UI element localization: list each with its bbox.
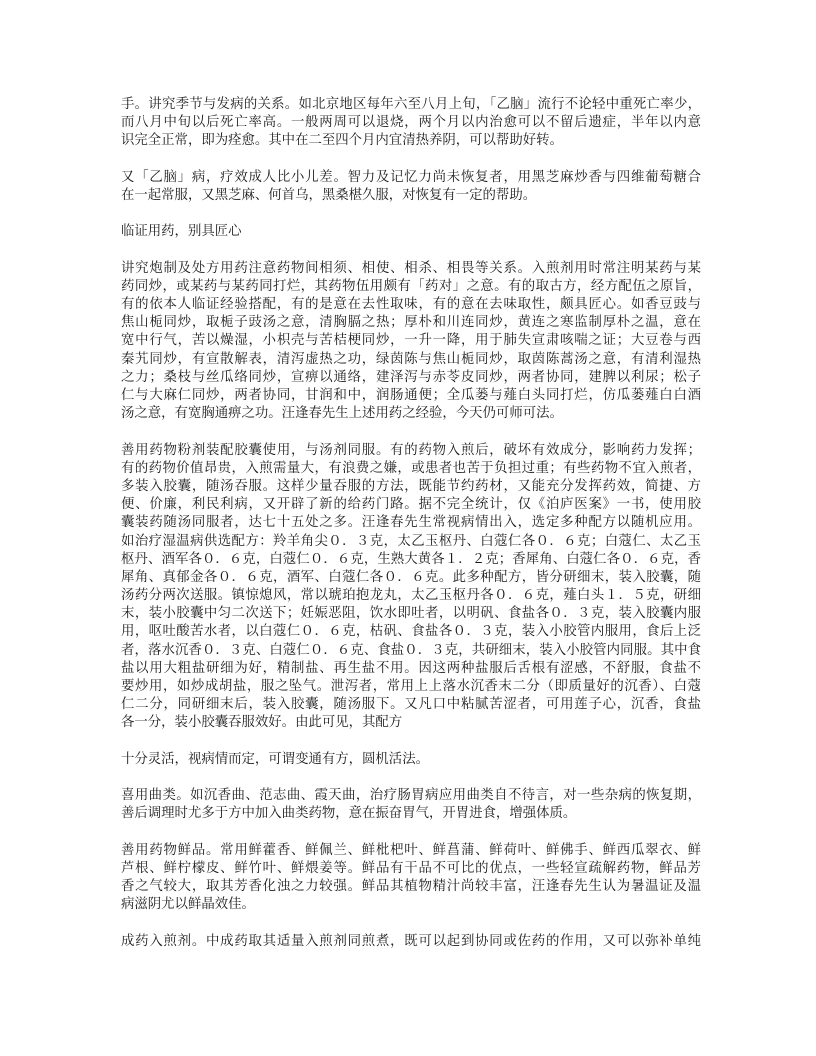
text-line: 有的药物价值昂贵，入煎需量大，有浪费之嫌，或患者也苦于负担过重；有些药物不宜入煎者， [121, 460, 701, 476]
text-line: 在一起常服，又黑芝麻、何首乌，黑桑椹久服，对恢复有一定的帮助。 [121, 187, 537, 203]
text-line: 便、价廉，利民利病，又开辟了新的给药门路。据不完全统计，仅《泊庐医案》一书，使用胶 [121, 497, 701, 513]
text-line: 临证用药，别具匠心 [121, 224, 242, 240]
paragraph [121, 442, 701, 733]
section-heading [121, 223, 701, 241]
text-line: 枢丹、酒军各０．６克，白蔻仁０．６克，生熟大黄各１．２克；香犀角、白蔻仁各０．６克，香 [121, 551, 701, 567]
text-line: 仁二分，同研细末后，装入胶囊，随汤服下。又凡口中粘腻苦涩者，可用莲子心，沉香，食盐 [121, 697, 701, 713]
text-line: 有的依本人临证经验搭配，有的是意在去性取味，有的意在去味取性，颇具匠心。如香豆豉与 [121, 297, 701, 313]
text-line: 用，呕吐酸苦水者，以白蔻仁０．６克，枯矾、食盐各０．３克，装入小胶管内服用，食后上泛 [121, 624, 701, 640]
text-line: 仁与大麻仁同炒，两者协同，甘润和中，润肠通便；全瓜蒌与薤白头同打烂，仿瓜蒌薤白白酒 [121, 388, 701, 403]
paragraph [121, 933, 701, 951]
text-line: 十分灵活，视病情而定，可谓变通有方，圆机活法。 [121, 751, 429, 767]
text-line: 盐以用大粗盐研细为好，精制盐、再生盐不用。因这两种盐服后舌根有涩感，不舒服，食盐不 [121, 660, 701, 676]
text-line: 要炒用，如炒成胡盐，服之坠气。泄泻者，常用上上落水沉香末二分（即质量好的沉香）、白蔻 [121, 679, 701, 694]
text-line: 善用药物鲜品。常用鲜藿香、鲜佩兰、鲜枇杷叶、鲜菖蒲、鲜荷叶、鲜佛手、鲜西瓜翠衣、鲜 [121, 842, 701, 858]
text-line: 讲究炮制及处方用药注意药物间相须、相使、相杀、相畏等关系。入煎剂用时常注明某药与某 [121, 260, 701, 276]
paragraph [121, 96, 701, 151]
document-page [121, 96, 701, 969]
text-line: 善后调理时尤多于方中加入曲类药物，意在振奋胃气，开胃进食，增强体质。 [121, 806, 577, 822]
text-line: 宽中行气，苦以燥湿，小枳壳与苦桔梗同炒，一升一降，用于肺失宣肃咳喘之证；大豆卷与西 [121, 333, 701, 349]
text-line: 病滋阴尤以鲜晶效佳。 [121, 897, 255, 913]
paragraph [121, 169, 701, 205]
text-line: 香之气较大，取其芳香化浊之力较强。鲜品其植物精汁尚较丰富，汪逢春先生认为暑温证及温 [121, 879, 701, 895]
text-line: 之力；桑枝与丝瓜络同炒，宣痹以通络，建泽泻与赤苓皮同炒，两者协同，建脾以利尿；松子 [121, 369, 701, 385]
text-line: 识完全正常，即为痊愈。其中在二至四个月内宜清热养阴，可以帮助好转。 [121, 133, 563, 149]
text-line: 又「乙脑」病，疗效成人比小儿差。智力及记忆力尚未恢复者，用黑芝麻炒香与四维葡萄糖合 [121, 169, 701, 185]
text-line: 焦山栀同炒，取栀子豉汤之意，清胸膈之热；厚朴和川连同炒，黄连之寒监制厚朴之温，意在 [121, 315, 701, 331]
text-line: 末，装小胶囊中匀二次送下；妊娠恶阻，饮水即吐者，以明矾、食盐各０．３克，装入胶囊内服 [121, 606, 701, 622]
text-line: 者，落水沉香０．３克、白蔻仁０．６克、食盐０．３克，共研细末，装入小胶管内同服。其中食 [121, 642, 701, 658]
paragraph [121, 260, 701, 424]
text-line: 汤之意，有宽胸通痹之功。汪逢春先生上述用药之经验，今天仍可师可法。 [121, 406, 563, 422]
text-line: 而八月中旬以后死亡率高。一般两周可以退烧，两个月以内治愈可以不留后遗症，半年以内意 [121, 115, 701, 131]
text-line: 如治疗湿温病供选配方：羚羊角尖０．３克，太乙玉枢丹、白蔻仁各０．６克；白蔻仁、太乙玉 [121, 533, 701, 549]
text-line: 秦艽同炒，有宣散解表，清泻虚热之功，绿茵陈与焦山栀同炒，取茵陈蒿汤之意，有清利湿热 [121, 351, 701, 367]
text-line: 多装入胶囊，随汤吞服。这样少量吞服的方法，既能节约药材，又能充分发挥药效，简捷、方 [121, 478, 701, 494]
text-line: 各一分，装小胶囊吞服效好。由此可见，其配方 [121, 715, 403, 731]
text-line: 喜用曲类。如沉香曲、范志曲、霞天曲，治疗肠胃病应用曲类自不待言，对一些杂病的恢复期， [121, 788, 701, 804]
paragraph [121, 787, 701, 823]
text-line: 药同炒，或某药与某药同打烂，其药物伍用颇有「药对」之意。有的取古方，经方配伍之原旨， [121, 278, 701, 294]
text-line: 犀角、真郁金各０．６克，酒军、白蔻仁各０．６克。此多种配方，皆分研细末，装入胶囊，随 [121, 569, 701, 585]
paragraph [121, 842, 701, 915]
paragraph [121, 751, 701, 769]
text-line: 囊装药随汤同服者，达七十五处之多。汪逢春先生常视病情出入，选定多种配方以随机应用。 [121, 515, 701, 531]
text-line: 善用药物粉剂装配胶囊使用，与汤剂同服。有的药物入煎后，破坏有效成分，影响药力发挥； [121, 442, 701, 458]
text-line: 汤药分两次送服。镇惊熄风，常以琥珀抱龙丸，太乙玉枢丹各０．６克，薤白头１．５克，研细 [121, 588, 701, 604]
text-line: 成药入煎剂。中成药取其适量入煎剂同煎煮，既可以起到协同或佐药的作用，又可以弥补单纯 [121, 933, 701, 949]
text-line: 手。讲究季节与发病的关系。如北京地区每年六至八月上旬，「乙脑」流行不论轻中重死亡率少， [121, 97, 701, 112]
text-line: 芦根、鲜柠檬皮、鲜竹叶、鲜煨姜等。鲜品有干品不可比的优点，一些轻宣疏解药物，鲜品芳 [121, 860, 701, 876]
